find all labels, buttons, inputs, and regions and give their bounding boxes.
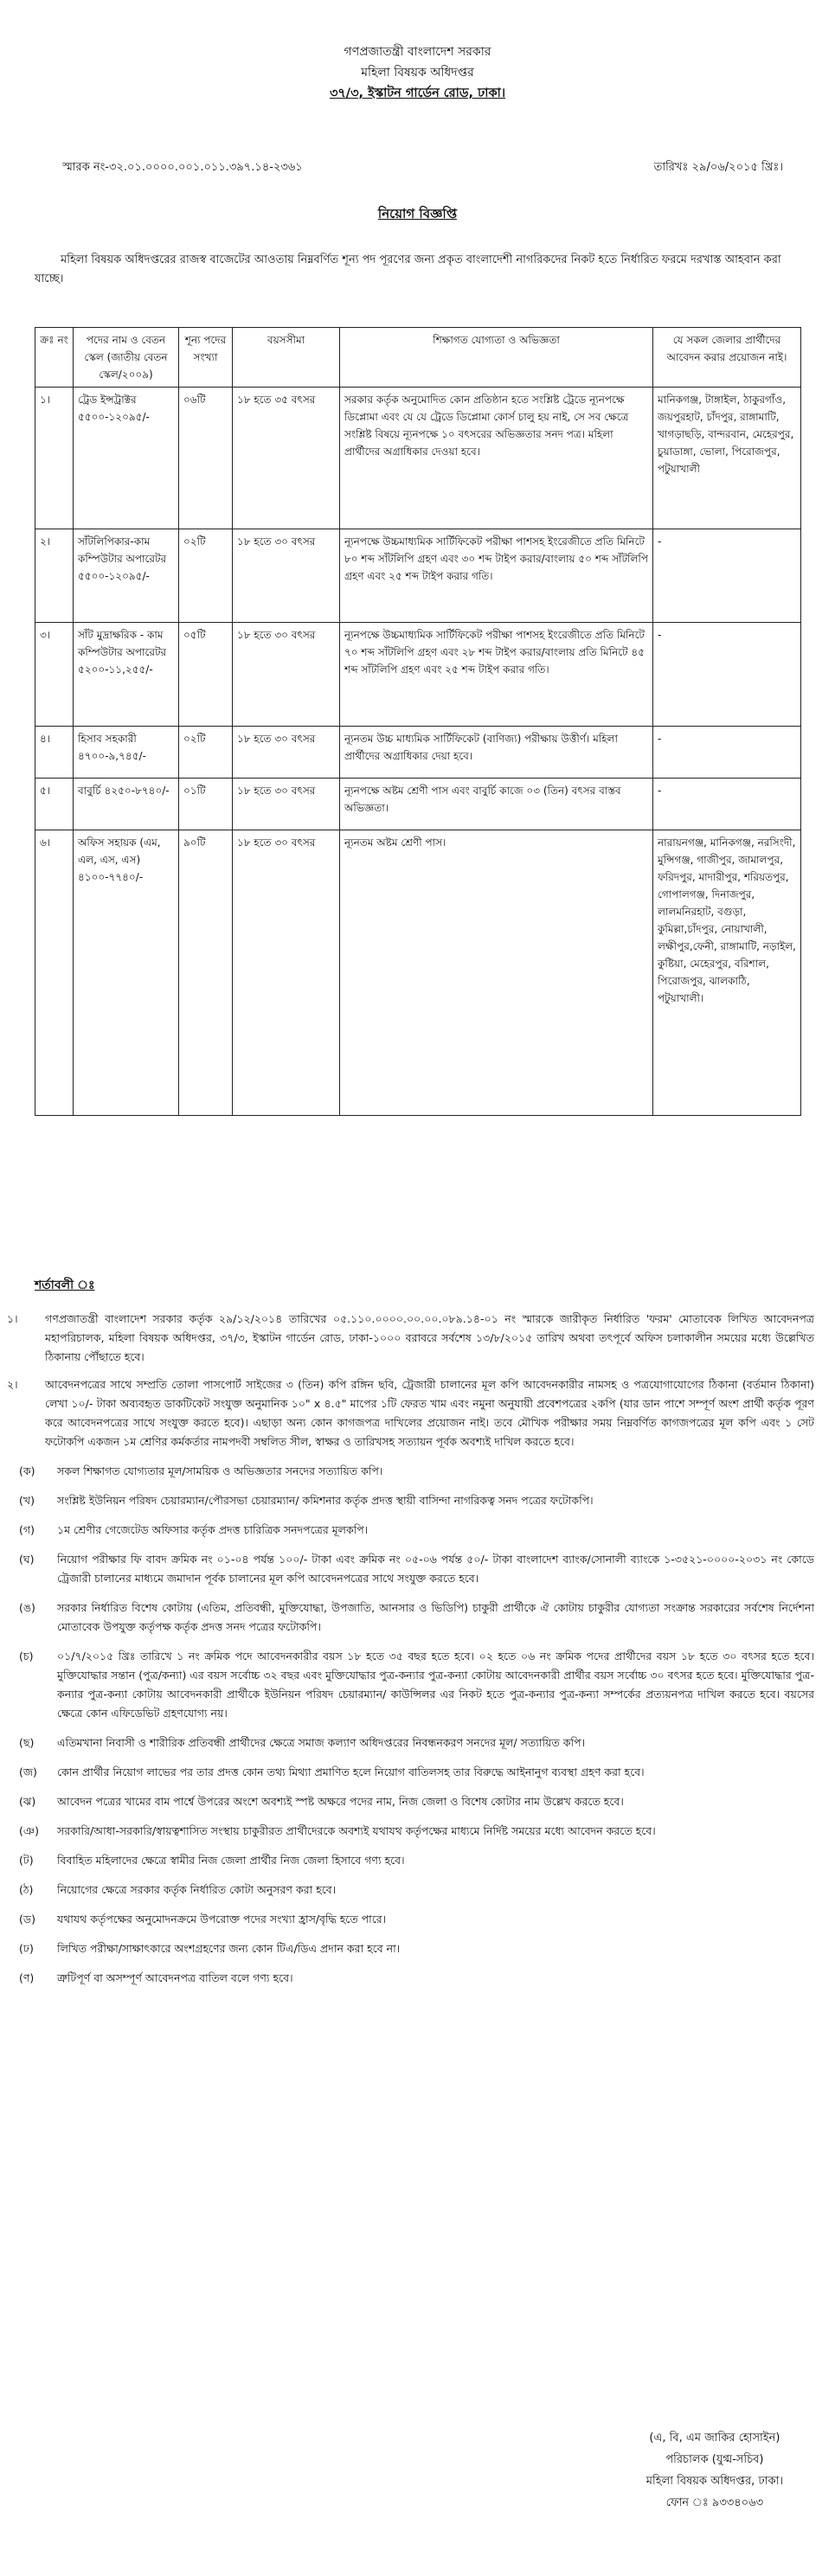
table-row: [35, 388, 801, 529]
condition-item: [5, 1375, 814, 1451]
condition-item: [17, 1460, 814, 1481]
letterhead: [0, 42, 835, 104]
vacancy-table: [35, 327, 801, 1116]
condition-label: (জ): [19, 1765, 37, 1778]
condition-label: (গ): [19, 1523, 35, 1536]
condition-text: নিয়োগ পরীক্ষার ফি বাবদ ক্রমিক নং ০১-০৪ পর্যন্ত ১০০/- টাকা এবং ক্রমিক নং ০৫-০৬ পর্যন্ত ৫০/- টাকা বাংলাদেশ ব্যাংক/সোনালী ব্যাংকে ১-৩৫২১-০০০০-২০৩১ নং কোডে ট্রেজারী চালানের মাধ্যমে জমাদান পূর্বক চালানের মূল কপি আবেদনপত্রের সাথে সংযুক্ত করতে হবে।: [57, 1553, 814, 1585]
condition-label: (ণ): [19, 1971, 35, 1984]
serial-cell: ৪।: [35, 727, 74, 779]
conditions-list: [5, 1310, 814, 1996]
condition-label: (ড): [19, 1913, 35, 1926]
condition-item: [17, 1908, 814, 1929]
count-cell: ০৫টি: [179, 623, 233, 727]
districts-cell: -: [653, 727, 801, 779]
header-cell: শিক্ষাগত যোগ্যতা ও অভিজ্ঞতা: [340, 328, 653, 388]
count-cell: ০২টি: [179, 727, 233, 779]
condition-text: সংশ্লিষ্ট ইউনিয়ন পরিষদ চেয়ারম্যান/পৌরসভা চেয়ারম্যান/ কমিশনার কর্তৃক প্রদত্ত স্থায়ী বাসিন্দা নাগরিকত্ব সনদ পত্রের ফটোকপি।: [57, 1494, 594, 1507]
districts-cell: -: [653, 623, 801, 727]
condition-item: [17, 1791, 814, 1811]
age-cell: ১৮ হতে ৩০ বৎসর: [233, 727, 340, 779]
age-cell: ১৮ হতে ৩০ বৎসর: [233, 830, 340, 1116]
condition-text: যথাযথ কর্তৃপক্ষের অনুমোদনক্রমে উপরোক্ত পদের সংখ্যা হ্রাস/বৃদ্ধি হতে পারে।: [57, 1913, 387, 1926]
condition-item: [17, 1732, 814, 1753]
condition-text: ০১/৭/২০১৫ খ্রিঃ তারিখে ১ নং ক্রমিক পদে আবেদনকারীর বয়স ১৮ হতে ৩৫ বছর হতে হবে। ০২ হতে ০৬ নং ক্রমিক পদের প্রার্থীদের বয়স ১৮ হতে ৩০ বৎসর হতে হবে। মুক্তিযোদ্ধার সন্তান (পুত্র/কন্যা) এর বয়স সর্বোচ্চ ৩২ বছর এবং মুক্তিযোদ্ধার পুত্র-কন্যার পুত্র-কন্যা কোটায় আবেদনকারী প্রার্থীর বয়স সর্বোচ্চ ৩০ বৎসর হতে হবে। মুক্তিযোদ্ধার পুত্র-কন্যার পুত্র-কন্যা কোটায় আবেদনকারী প্রার্থীকে ইউনিয়ন পরিষদ চেয়ারম্যান/ কাউন্সিলর এর নিকট হতে পুত্র-কন্যার পুত্র-কন্যা সম্পর্কের প্রত্যয়নপত্র দাখিল করতে হবে। বয়সের ক্ষেত্রে কোন এফিডেভিট গ্রহণযোগ্য নয়।: [57, 1650, 814, 1720]
table-header-row: [35, 328, 801, 388]
intro-paragraph: মহিলা বিষয়ক অধিদপ্তরের রাজস্ব বাজেটের আওতায় নিম্নবর্ণিত শূন্য পদ পূরণের জন্য প্রকৃত বাংলাদেশী নাগরিকদের নিকট হতে নির্ধারিত ফরমে দরখাস্ত আহবান করা যাচ্ছে।: [35, 253, 781, 285]
qualification-cell: ন্যূনপক্ষে অষ্টম শ্রেণী পাস এবং বাবুর্চি কাজে ০৩ (তিন) বৎসর বাস্তব অভিজ্ঞতা।: [340, 779, 653, 830]
govt-name: গণপ্রজাতন্ত্রী বাংলাদেশ সরকার: [344, 45, 491, 59]
serial-cell: ৬।: [35, 830, 74, 1116]
condition-item: [17, 1645, 814, 1723]
qualification-cell: ন্যূনতম উচ্চ মাধ্যমিক সার্টিফিকেট (বাণিজ্য) পরীক্ষায় উত্তীর্ণ। মহিলা প্রার্থীদের অগ্রাধিকার দেয়া হবে।: [340, 727, 653, 779]
age-cell: ১৮ হতে ৩৫ বৎসর: [233, 388, 340, 529]
header-cell: ক্রঃ নং: [35, 328, 74, 388]
condition-text: সকল শিক্ষাগত যোগ্যতার মূল/সাময়িক ও অভিজ্ঞতার সনদের সত্যায়িত কপি।: [57, 1464, 383, 1477]
condition-label: (ঞ): [19, 1824, 39, 1837]
post-cell: ট্রেড ইন্সট্রাক্টর ৫৫০০-১২০৯৫/-: [74, 388, 179, 529]
condition-text: ১ম শ্রেণীর গেজেটেড অফিসার কর্তৃক প্রদত্ত চারিত্রিক সনদপত্রের মূলকপি।: [57, 1523, 369, 1536]
condition-text: আবেদনপত্রের সাথে সম্প্রতি তোলা পাসপোর্ট সাইজের ৩ (তিন) কপি রঙ্গিন ছবি, ট্রেজারী চালানের মূল কপি আবেদনকারীর নামসহ ও পত্রযোগাযোগের ঠিকানা (বর্তমান ঠিকানা) লেখা ১০/- টাকা অব্যবহৃত ডাকটিকেট সংযুক্ত অনুমানিক ১০" x ৪.৫" মাপের ১টি ফেরত খাম এবং নমুনা অনুযায়ী প্রবেশপত্রের ২কপি (যার ডান পাশে সম্পূর্ণ অংশ প্রার্থী কর্তৃক পূরণ করে আবেদনপত্রের সাথে সংযুক্ত করতে হবে)। এছাড়া অন্য কোন কাগজপত্র দাখিলের প্রয়োজন নাই। তবে মৌখিক পরীক্ষার সময় নিম্নবর্ণিত কাগজপত্রের মূল কপি এবং ১ সেট ফটোকপি একজন ১ম শ্রেণির কর্মকর্তার নামপদবী সম্বলিত সীল, স্বাক্ষর ও তারিখসহ সত্যায়ন পূর্বক অবশ্যই দাখিল করতে হবে।: [45, 1378, 814, 1448]
signatory-office: মহিলা বিষয়ক অধিদপ্তর, ঢাকা।: [646, 2475, 783, 2488]
post-cell: সাঁটলিপিকার-কাম কম্পিউটার অপারেটর ৫৫০০-১২০৯৫/-: [74, 529, 179, 623]
header-cell: বয়সসীমা: [233, 328, 340, 388]
condition-text: সরকারি/আধা-সরকারি/স্বায়ত্বশাসিত সংস্থায় চাকুরীরত প্রার্থীদেরকে অবশ্যই যথাযথ কর্তৃপক্ষের মাধ্যমে নির্দিষ্ট সময়ের মধ্যে আবেদন করতে হবে।: [57, 1824, 656, 1837]
post-cell: হিসাব সহকারী ৪৭০০-৯,৭৪৫/-: [74, 727, 179, 779]
condition-item: [17, 1490, 814, 1510]
districts-cell: -: [653, 529, 801, 623]
memo-number: স্মারক নং-৩২.০১.০০০০.০০১.০১১.৩৯৭.১৪-২৩৬১: [62, 161, 303, 174]
table-row: [35, 727, 801, 779]
serial-cell: ১।: [35, 388, 74, 529]
signatory-phone: ফোন ঃ ৯৩৩৪০৬৩: [665, 2496, 764, 2509]
districts-cell: নারায়নগঞ্জ, মানিকগঞ্জ, নরসিংদী, মুন্সিগঞ্জ, গাজীপুর, জামালপুর, ফরিদপুর, মাদারীপুর, শরিয়তপুর, গোপালগঞ্জ, দিনাজপুর, লালমনিরহাট, বগুড়া, কুমিল্লা,চাঁদপুর, নোয়াখালী, লক্ষীপুর,ফেনী, রাঙ্গামাটি, নড়াইল, কুষ্টিয়া, মেহেরপুর, বরিশাল, পিরোজপুর, ঝালকাঠি, পটুয়াখালী।: [653, 830, 801, 1116]
serial-cell: ৩।: [35, 623, 74, 727]
header-cell: পদের নাম ও বেতন স্কেল (জাতীয় বেতন স্কেল/২০০৯): [74, 328, 179, 388]
condition-item: [17, 1967, 814, 1988]
age-cell: ১৮ হতে ৩০ বৎসর: [233, 529, 340, 623]
districts-cell: মানিকগঞ্জ, টাঙ্গাইল, ঠাকুরগাঁও, জয়পুরহাট, চাঁদপুর, রাঙ্গামাটি, খাগড়াছড়ি, বান্দরবান, মেহেরপুর, চুয়াডাঙ্গা, ভোলা, পিরোজপুর, পটুয়াখালী: [653, 388, 801, 529]
condition-label: (ক): [19, 1464, 35, 1477]
count-cell: ০৬টি: [179, 388, 233, 529]
condition-item: [17, 1820, 814, 1841]
condition-text: লিখিত পরীক্ষা/সাক্ষাৎকারে অংশগ্রহণের জন্য কোন টিএ/ডিএ প্রদান করা হবে না।: [57, 1942, 401, 1955]
post-cell: বাবুর্চি ৪২৫০-৮৭৪০/-: [74, 779, 179, 830]
age-cell: ১৮ হতে ৩০ বৎসর: [233, 779, 340, 830]
condition-label: ২।: [7, 1378, 18, 1391]
conditions-heading: শর্তাবলী ঃ: [35, 1278, 95, 1292]
qualification-cell: ন্যূনতম অষ্টম শ্রেণী পাস।: [340, 830, 653, 1116]
condition-item: [17, 1597, 814, 1637]
condition-label: (চ): [19, 1650, 34, 1663]
condition-label: (ঘ): [19, 1553, 35, 1566]
table-row: [35, 779, 801, 830]
condition-text: বিবাহিত মহিলাদের ক্ষেত্রে স্বামীর নিজ জেলা প্রার্থীর নিজ জেলা হিসাবে গণ্য হবে।: [57, 1854, 405, 1867]
condition-item: [17, 1761, 814, 1782]
count-cell: ০২টি: [179, 529, 233, 623]
post-cell: সাঁট মুদ্রাক্ষরিক - কাম কম্পিউটার অপারেটর ৫২০০-১১,২৫৫/-: [74, 623, 179, 727]
condition-text: আবেদন পত্রের খামের বাম পার্শ্বে উপরের অংশে অবশ্যই স্পষ্ট অক্ষরে পদের নাম, নিজ জেলা ও বিশেষ কোটার নাম উল্লেখ করতে হবে।: [57, 1795, 624, 1808]
condition-label: (ঢ): [19, 1942, 34, 1955]
condition-text: এতিমখানা নিবাসী ও শারীরিক প্রতিবন্ধী প্রার্থীদের ক্ষেত্রে সমাজ কল্যাণ অধিদপ্তরের নিবন্ধনকরণ সনদের মূল/ সত্যায়িত কপি।: [57, 1736, 586, 1749]
condition-item: [17, 1938, 814, 1958]
districts-cell: -: [653, 779, 801, 830]
signatory-name: (এ, বি, এম জাকির হোসাইন): [649, 2432, 780, 2445]
condition-text: কোন প্রার্থীর নিয়োগ লাভের পর তার প্রদত্ত কোন তথ্য মিথ্যা প্রমাণিত হলে নিয়োগ বাতিলসহ তার বিরুদ্ধে আইনানুগ ব্যবস্থা গ্রহণ করা হবে।: [57, 1765, 645, 1778]
serial-cell: ৫।: [35, 779, 74, 830]
office-name: মহিলা বিষয়ক অধিদপ্তর: [361, 66, 474, 80]
table-row: [35, 529, 801, 623]
signature-block: [646, 2427, 783, 2514]
condition-text: সরকার নির্ধারিত বিশেষ কোটায় (এতিম, প্রতিবন্ধী, মুক্তিযোদ্ধা, উপজাতি, আনসার ও ভিডিপি) চাকুরী প্রার্থীকে ঐ কোটায় চাকুরীর যোগ্যতা সংক্রান্ত সরকারের সর্বশেষ নির্দেশনা মোতাবেক উপযুক্ত কর্তৃপক্ষ কর্তৃক প্রদত্ত সনদ পত্রের ফটোকপি।: [57, 1601, 814, 1633]
condition-item: [17, 1849, 814, 1870]
qualification-cell: ন্যূনপক্ষে উচ্চমাধ্যমিক সার্টিফিকেট পরীক্ষা পাশসহ ইংরেজীতে প্রতি মিনিটে ৮০ শব্দ সাঁটলিপি গ্রহণ এবং ৩০ শব্দ টাইপ করার/বাংলায় ৫০ শব্দ সাঁটলিপি গ্রহণ এবং ২৫ শব্দ টাইপ করার গতি।: [340, 529, 653, 623]
post-cell: অফিস সহায়ক (এম, এল, এস, এস) ৪১০০-৭৭৪০/-: [74, 830, 179, 1116]
office-address: ৩৭/৩, ইস্কাটন গার্ডেন রোড, ঢাকা।: [329, 87, 506, 100]
condition-text: নিয়োগের ক্ষেত্রে সরকার কর্তৃক নির্ধারিত কোটা অনুসরণ করা হবে।: [57, 1883, 337, 1896]
count-cell: ০১টি: [179, 779, 233, 830]
header-cell: যে সকল জেলার প্রার্থীদের আবেদন করার প্রয়োজন নাই।: [653, 328, 801, 388]
condition-item: [17, 1519, 814, 1540]
issue-date: তারিখঃ ২৯/০৬/২০১৫ খ্রিঃ।: [653, 161, 783, 174]
qualification-cell: সরকার কর্তৃক অনুমোদিত কোন প্রতিষ্ঠান হতে সংশ্লিষ্ট ট্রেডে ন্যূনপক্ষে ডিপ্লোমা এবং যে যে ট্রেডে ডিপ্লোমা কোর্স চালু হয় নাই, সে সব ক্ষেত্রে সংশ্লিষ্ট বিষয়ে ন্যূনপক্ষে ১০ বৎসরের অভিজ্ঞতার সনদ পত্র। মহিলা প্রার্থীদের অগ্রাধিকার দেওয়া হবে।: [340, 388, 653, 529]
condition-item: [17, 1548, 814, 1588]
condition-text: ত্রুটিপূর্ণ বা অসম্পূর্ণ আবেদনপত্র বাতিল বলে গণ্য হবে।: [57, 1971, 293, 1984]
table-row: [35, 623, 801, 727]
serial-cell: ২।: [35, 529, 74, 623]
count-cell: ৯০টি: [179, 830, 233, 1116]
condition-label: (ছ): [19, 1736, 35, 1749]
condition-text: গণপ্রজাতন্ত্রী বাংলাদেশ সরকার কর্তৃক ২৯/১২/২০১৪ তারিখের ০৫.১১০.০০০০.০০.০০.০৮৯.১৪-০১ নং স্মারকে জারীকৃত নির্ধারিত 'ফরম' মোতাবেক লিখিত আবেদনপত্র মহাপরিচালক, মহিলা বিষয়ক অধিদপ্তর, ৩৭/৩, ইস্কাটন গার্ডেন রোড, ঢাকা-১০০০ বরাবরে সর্বশেষ ১৩/৮/২০১৫ তারিখ অথবা তৎপূর্বে অফিস চলাকালীন সময়ের মধ্যে উল্লেখিত ঠিকানায় পৌঁছাতে হবে।: [45, 1312, 814, 1363]
page-title: নিয়োগ বিজ্ঞপ্তি: [377, 206, 458, 221]
condition-item: [17, 1879, 814, 1900]
signatory-designation: পরিচালক (যুগ্ম-সচিব): [665, 2453, 764, 2466]
condition-label: (ঠ): [19, 1883, 34, 1896]
header-cell: শূন্য পদের সংখ্যা: [179, 328, 233, 388]
condition-label: ১।: [7, 1312, 18, 1325]
condition-label: (খ): [19, 1494, 35, 1507]
age-cell: ১৮ হতে ৩০ বৎসর: [233, 623, 340, 727]
qualification-cell: ন্যূনপক্ষে উচ্চমাধ্যমিক সার্টিফিকেট পরীক্ষা পাশসহ ইংরেজীতে প্রতি মিনিটে ৭০ শব্দ সাঁটলিপি গ্রহণ এবং ২৮ শব্দ টাইপ করার/বাংলায় প্রতি মিনিটে ৪৫ শব্দ সাঁটলিপি গ্রহণ এবং ২৫ শব্দ টাইপ করার গতি।: [340, 623, 653, 727]
condition-label: (ঝ): [19, 1795, 36, 1808]
condition-item: [5, 1310, 814, 1367]
table-row: [35, 830, 801, 1116]
condition-label: (ট): [19, 1854, 34, 1867]
condition-label: (ঙ): [19, 1601, 35, 1614]
